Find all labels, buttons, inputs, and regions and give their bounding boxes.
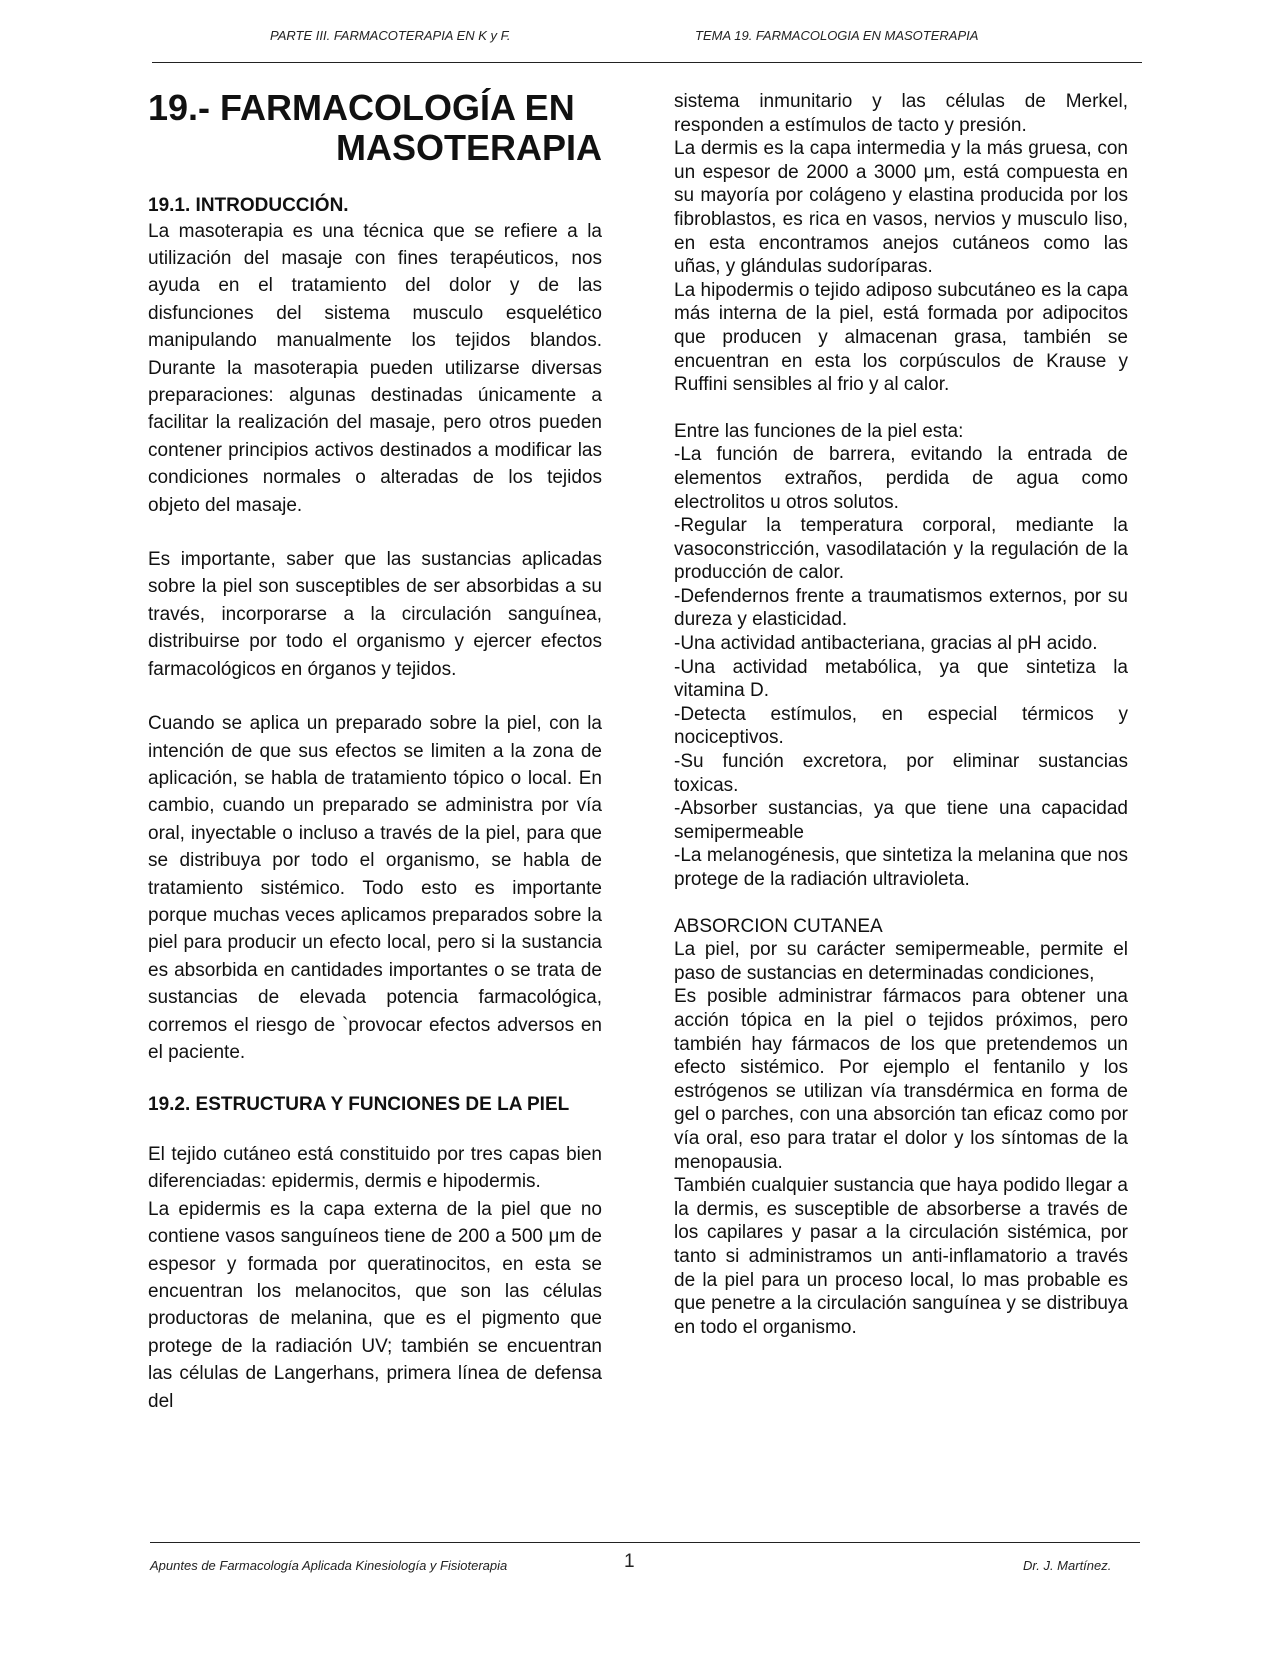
structure-paragraph-2: La epidermis es la capa externa de la piel que no contiene vasos sanguíneos tiene de 200 a 500 μm de espesor y formada por queratinocitos, en esta se encuentran los melanocitos, que son las células productoras de melanina, que es el pigmento que protege de la radiación UV; también se encuentran las células de Langerhans, primera línea de defensa del xyxy=(148,1198,602,1412)
function-item: -Una actividad metabólica, ya que sintetiza la vitamina D. xyxy=(674,656,1128,702)
function-item: -Su función excretora, por eliminar sustancias toxicas. xyxy=(674,751,1128,796)
header-left: PARTE III. FARMACOTERAPIA EN K y F. xyxy=(270,28,511,43)
right-column xyxy=(674,90,1128,1339)
function-item: -Regular la temperatura corporal, mediante la vasoconstricción, vasodilatación y la regulación de la producción de calor. xyxy=(674,515,1128,584)
title-line-1: 19.- FARMACOLOGÍA EN xyxy=(148,87,575,128)
functions-intro: Entre las funciones de la piel esta: xyxy=(674,420,964,442)
left-column xyxy=(148,88,602,1415)
title-line-2: MASOTERAPIA xyxy=(335,127,602,168)
section-heading-structure: 19.2. ESTRUCTURA Y FUNCIONES DE LA PIEL xyxy=(148,1094,570,1116)
footer-right: Dr. J. Martínez. xyxy=(1023,1558,1112,1573)
dermis-paragraph: La dermis es la capa intermedia y la más gruesa, con un espesor de 2000 a 3000 μm, está compuesta en su mayoría por colágeno y elastina producida por los fibroblastos, es rica en vasos, nervios y musculo liso, en esta encontramos anejos cutáneos como las uñas, y glándulas sudoríparas. xyxy=(674,138,1128,278)
structure-paragraph-1: El tejido cutáneo está constituido por tres capas bien diferenciadas: epidermis, dermis e hipodermis. xyxy=(148,1143,602,1193)
absorption-paragraph-3: También cualquier sustancia que haya podido llegar a la dermis, es susceptible de absorberse a través de los capilares y pasar a la circulación sistémica, por tanto si administramos un anti-inflamatorio a través de la piel para un proceso local, lo mas probable es que penetre a la circulación sanguínea y se distribuya en todo el organismo. xyxy=(674,1175,1128,1338)
function-item: -Absorber sustancias, ya que tiene una capacidad semipermeable xyxy=(674,798,1128,843)
intro-paragraph-2: Es importante, saber que las sustancias aplicadas sobre la piel son susceptibles de ser absorbidas a su través, incorporarse a la circulación sanguínea, distribuirse por todo el organismo y ejercer efectos farmacológicos en órganos y tejidos. xyxy=(148,549,602,680)
function-item: -La función de barrera, evitando la entrada de elementos extraños, perdida de agua como electrolitos u otros solutos. xyxy=(674,444,1128,513)
header-rule xyxy=(152,62,1142,63)
section-heading-intro: 19.1. INTRODUCCIÓN. xyxy=(148,195,349,216)
footer-rule xyxy=(150,1542,1140,1543)
function-item: -Una actividad antibacteriana, gracias al pH acido. xyxy=(674,633,1098,655)
absorption-paragraph-2: Es posible administrar fármacos para obtener una acción tópica en la piel o tejidos próximos, pero también hay fármacos de los que pretendemos un efecto sistémico. Por ejemplo el fentanilo y los estrógenos se utilizan vía transdérmica en forma de gel o parches, con una absorción tan eficaz como por vía oral, eso para tratar el dolor y los síntomas de la menopausia. xyxy=(674,986,1128,1173)
function-item: -Detecta estímulos, en especial térmicos y nociceptivos. xyxy=(674,703,1128,749)
function-item: -Defendernos frente a traumatismos externos, por su dureza y elasticidad. xyxy=(674,585,1128,631)
intro-paragraph-1: La masoterapia es una técnica que se refiere a la utilización del masaje con fines terapéuticos, nos ayuda en el tratamiento del dolor y de las disfunciones del sistema musculo esquelético manipulando manualmente los tejidos blandos. Durante la masoterapia pueden utilizarse diversas preparaciones: algunas destinadas únicamente a facilitar la realización del masaje, pero otros pueden contener principios activos destinados a modificar las condiciones normales o alteradas de los tejidos objeto del masaje. xyxy=(148,220,602,516)
absorption-paragraph-1: La piel, por su carácter semipermeable, permite el paso de sustancias en determinadas condiciones, xyxy=(674,939,1128,984)
merkel-paragraph: sistema inmunitario y las células de Merkel, responden a estímulos de tacto y presión. xyxy=(674,91,1128,136)
function-item: -La melanogénesis, que sintetiza la melanina que nos protege de la radiación ultravioleta. xyxy=(674,845,1128,890)
absorption-heading: ABSORCION CUTANEA xyxy=(674,915,883,937)
footer-left: Apuntes de Farmacología Aplicada Kinesiología y Fisioterapia xyxy=(150,1558,508,1573)
header-right: TEMA 19. FARMACOLOGIA EN MASOTERAPIA xyxy=(695,28,979,43)
hypodermis-paragraph: La hipodermis o tejido adiposo subcutáneo es la capa más interna de la piel, está formada por adipocitos que producen y almacenan grasa, también se encuentran en esta los corpúsculos de Krause y Ruffini sensibles al frio y al calor. xyxy=(674,279,1128,396)
page-title xyxy=(148,88,602,168)
page-number: 1 xyxy=(624,1551,635,1572)
intro-paragraph-3: Cuando se aplica un preparado sobre la piel, con la intención de que sus efectos se limiten a la zona de aplicación, se habla de tratamiento tópico o local. En cambio, cuando un preparado se administra por vía oral, inyectable o incluso a través de la piel, para que se distribuya por todo el organismo, se habla de tratamiento sistémico. Todo esto es importante porque muchas veces aplicamos preparados sobre la piel para producir un efecto local, pero si la sustancia es absorbida en cantidades importantes o se trata de sustancias de elevada potencia farmacológica, corremos el riesgo de `provocar efectos adversos en el paciente. xyxy=(148,713,602,1063)
